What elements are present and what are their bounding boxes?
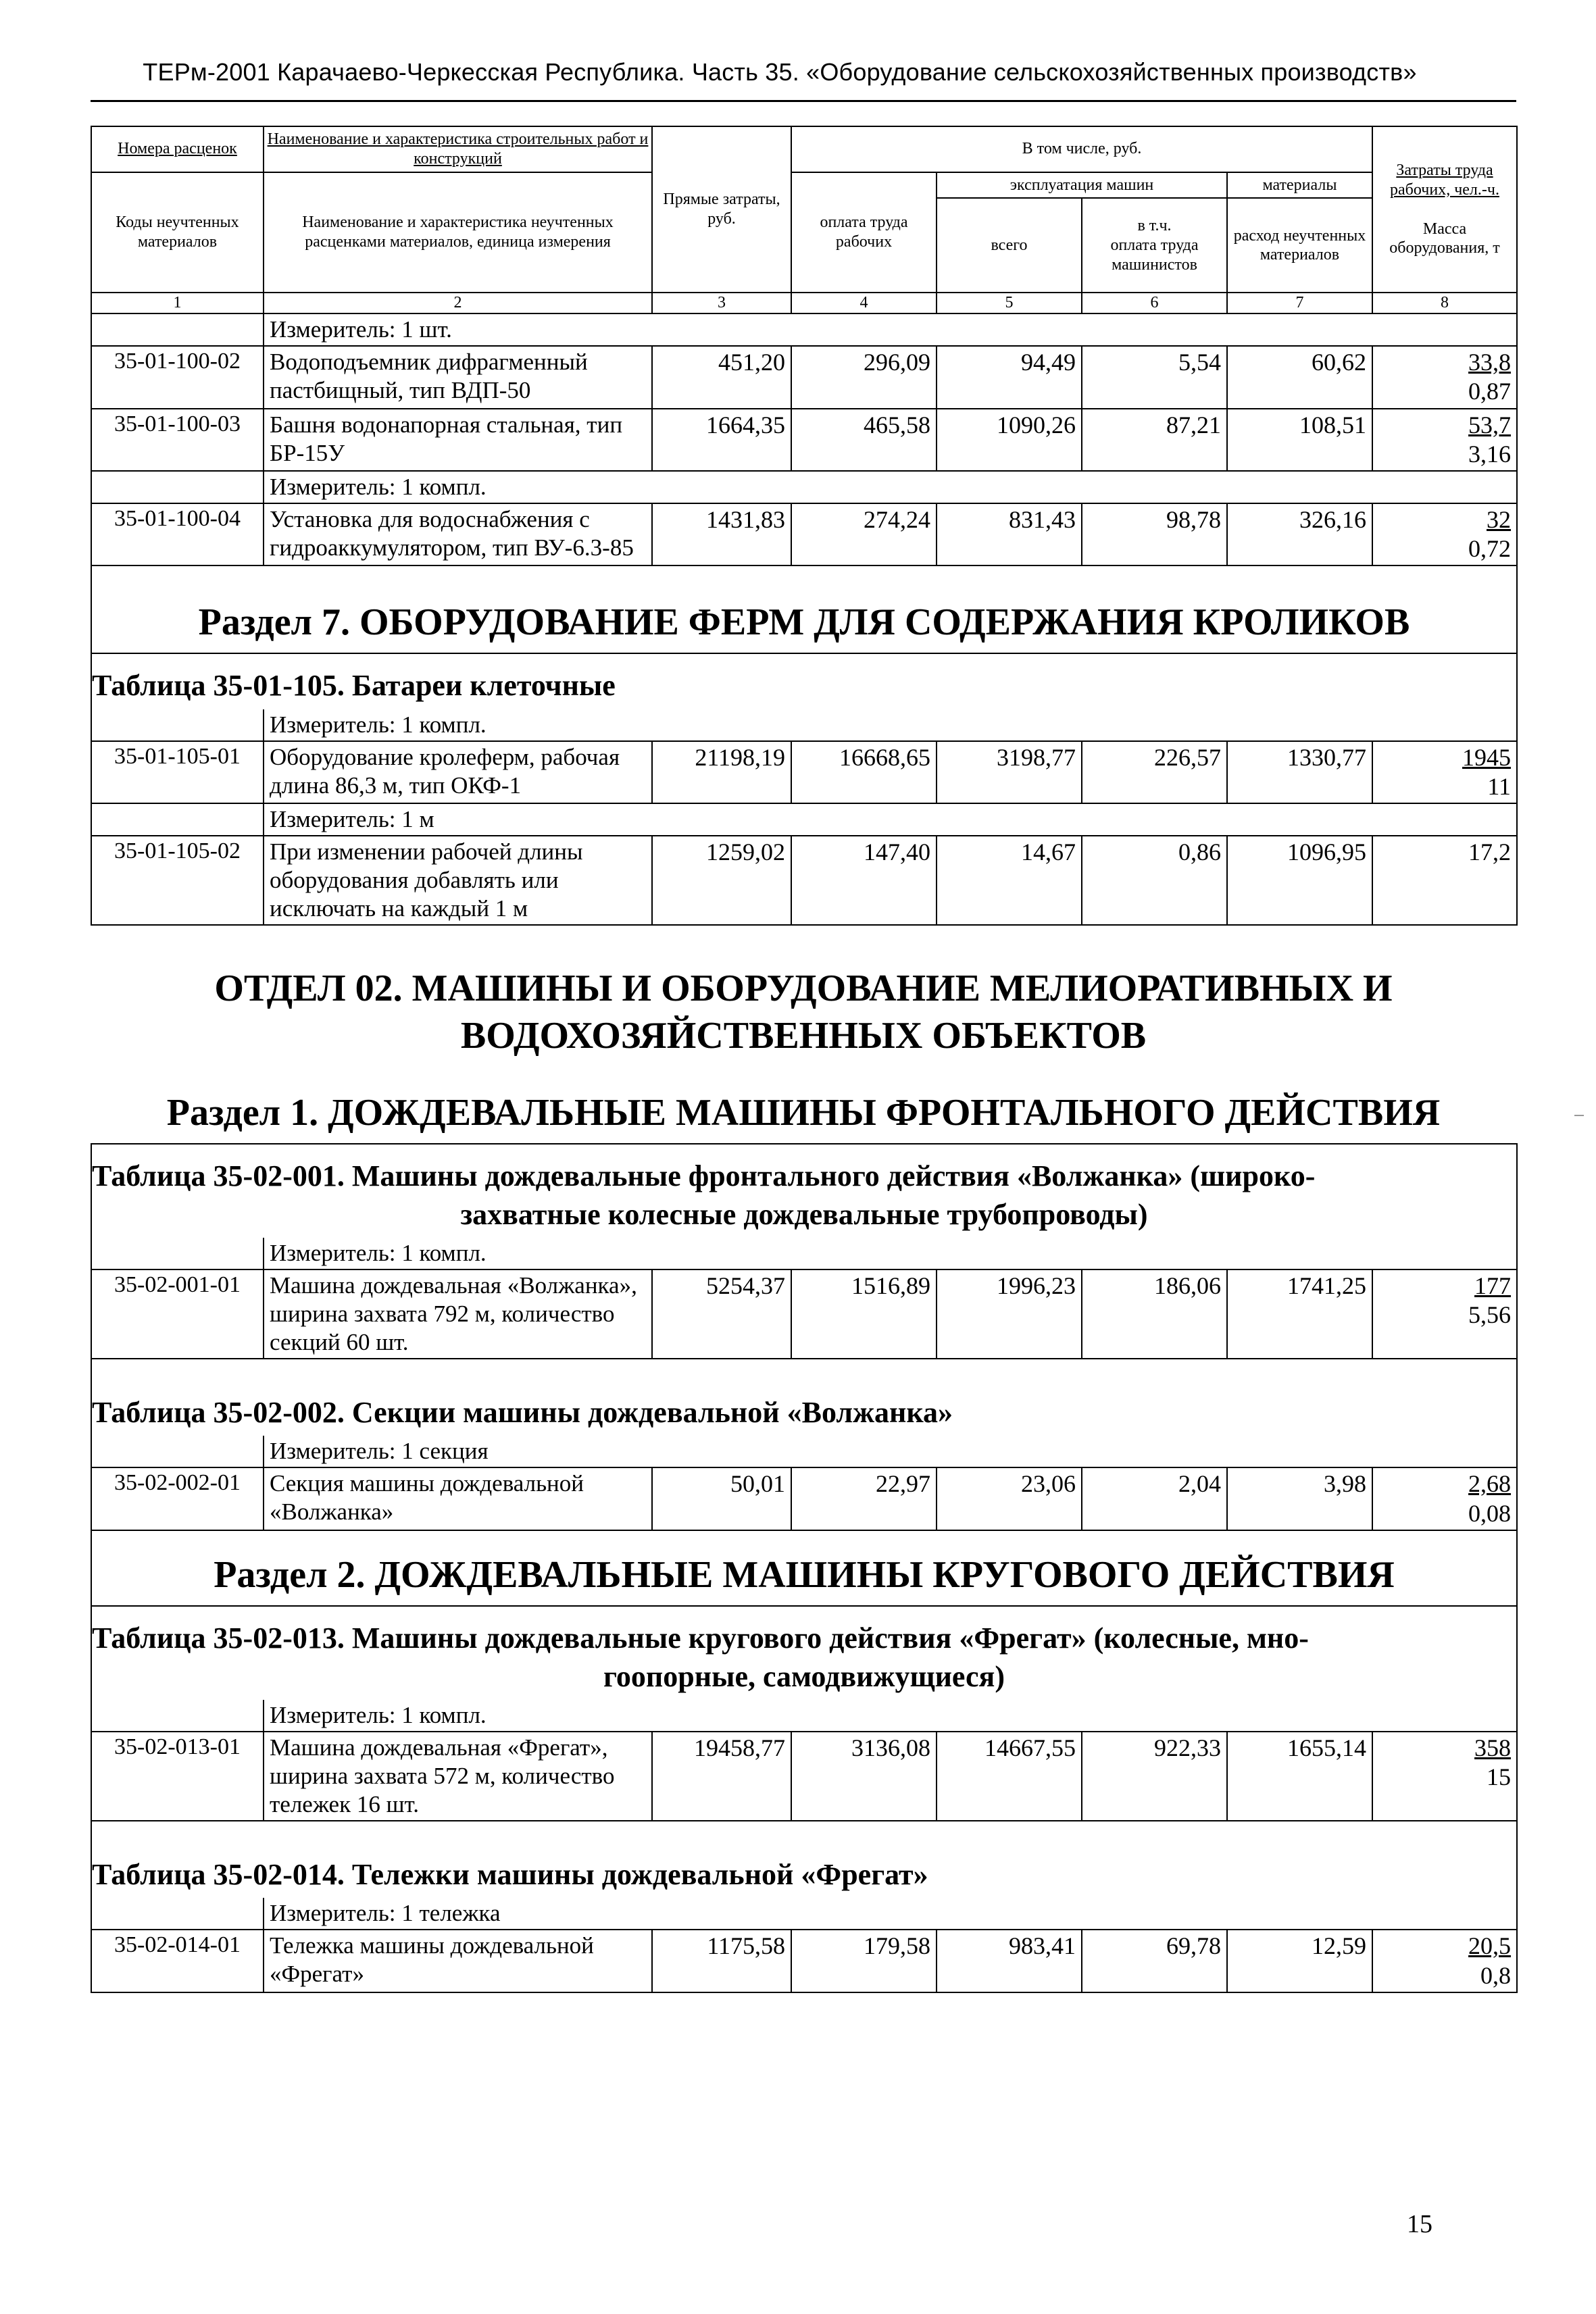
col-num: 2 bbox=[264, 293, 652, 313]
col-num: 4 bbox=[791, 293, 937, 313]
col-head-mach-pay: в т.ч. оплата труда машинистов bbox=[1082, 198, 1227, 293]
col-num: 7 bbox=[1227, 293, 1372, 313]
page-number: 15 bbox=[1407, 2210, 1432, 2238]
table-title: Таблица 35-01-105. Батареи клеточные bbox=[91, 653, 1517, 709]
table-row: 35-02-014-01 Тележка машины дождевальной «Фрегат» 1175,58 179,58 983,41 69,78 12,59 20,5 0,8 bbox=[91, 1930, 1517, 1992]
table-title: Таблица 35-02-002. Секции машины дождевальной «Волжанка» bbox=[91, 1359, 1517, 1436]
table-row: 35-01-105-01 Оборудование кролеферм, рабочая длина 86,3 м, тип ОКФ-1 21198,19 16668,65 3198,77 226,57 1330,77 1945 11 bbox=[91, 741, 1517, 803]
col-head-mach-total: всего bbox=[937, 198, 1082, 293]
table-row: 35-01-105-02 При изменении рабочей длины оборудования добавлять или исключать на каждый 1 м 1259,02 147,40 14,67 0,86 1096,95 17,2 bbox=[91, 836, 1517, 925]
col-num: 5 bbox=[937, 293, 1082, 313]
col-head-materials: материалы bbox=[1227, 172, 1372, 199]
measure-label: Измеритель: 1 компл. bbox=[264, 471, 1517, 503]
measure-label: Измеритель: 1 компл. bbox=[264, 1238, 1517, 1269]
col-head-number: Номера расценок bbox=[91, 126, 264, 172]
table-row: 35-02-013-01 Машина дождевальная «Фрегат», ширина захвата 572 м, количество тележек 16 шт. 19458,77 3136,08 14667,55 922,33 1655,14 358 15 bbox=[91, 1732, 1517, 1821]
col-head-labor-pay: оплата труда рабочих bbox=[791, 172, 937, 293]
measure-label: Измеритель: 1 м bbox=[264, 803, 1517, 836]
col-head-machines: эксплуатация машин bbox=[937, 172, 1227, 199]
col-num: 1 bbox=[91, 293, 264, 313]
table-row: 35-02-002-01 Секция машины дождевальной «Волжанка» 50,01 22,97 23,06 2,04 3,98 2,68 0,08 bbox=[91, 1467, 1517, 1530]
col-head-incl: В том числе, руб. bbox=[791, 126, 1372, 172]
col-num: 6 bbox=[1082, 293, 1227, 313]
department-title: ОТДЕЛ 02. МАШИНЫ И ОБОРУДОВАНИЕ МЕЛИОРАТИВНЫХ И ВОДОХОЗЯЙСТВЕННЫХ ОБЪЕКТОВ bbox=[214, 967, 1393, 1057]
section-title: Раздел 1. ДОЖДЕВАЛЬНЫЕ МАШИНЫ ФРОНТАЛЬНОГО ДЕЙСТВИЯ bbox=[166, 1091, 1441, 1134]
col-head-direct: Прямые затраты, руб. bbox=[652, 126, 791, 293]
measure-label: Измеритель: 1 шт. bbox=[264, 313, 1517, 346]
col-num: 8 bbox=[1372, 293, 1517, 313]
col-num: 3 bbox=[652, 293, 791, 313]
measure-label: Измеритель: 1 компл. bbox=[264, 1700, 1517, 1732]
table-row: 35-01-100-02 Водоподъемник дифрагменный пастбищный, тип ВДП-50 451,20 296,09 94,49 5,54 60,62 33,8 0,87 bbox=[91, 346, 1517, 408]
header-rule bbox=[91, 100, 1516, 102]
table-row: 35-01-100-04 Установка для водоснабжения с гидроаккумулятором, тип ВУ-6.3-85 1431,83 274,24 831,43 98,78 326,16 32 0,72 bbox=[91, 503, 1517, 565]
col-head-materials-use: расход неучтенных материалов bbox=[1227, 198, 1372, 293]
table-row: 35-02-001-01 Машина дождевальная «Волжанка», ширина захвата 792 м, количество секций 60 шт. 5254,37 1516,89 1996,23 186,06 1741,25 177 5,56 bbox=[91, 1269, 1517, 1359]
rates-table bbox=[91, 126, 1518, 926]
measure-label: Измеритель: 1 секция bbox=[264, 1436, 1517, 1467]
measure-label: Измеритель: 1 компл. bbox=[264, 709, 1517, 741]
col-head-materials-name: Наименование и характеристика неучтенных расценками материалов, единица измерения bbox=[264, 172, 652, 293]
page-header: ТЕРм-2001 Карачаево-Черкесская Республика. Часть 35. «Оборудование сельскохозяйственных производств» bbox=[143, 58, 1417, 86]
section-title: Раздел 7. ОБОРУДОВАНИЕ ФЕРМ ДЛЯ СОДЕРЖАНИЯ КРОЛИКОВ bbox=[91, 565, 1517, 653]
measure-label: Измеритель: 1 тележка bbox=[264, 1898, 1517, 1930]
table-title: Таблица 35-02-013. Машины дождевальные кругового действия «Фрегат» (колесные, мно- гоопорные, самодвижущиеся) bbox=[91, 1606, 1517, 1700]
table-title: Таблица 35-02-014. Тележки машины дождевальной «Фрегат» bbox=[91, 1821, 1517, 1898]
col-head-name: Наименование и характеристика строительных работ и конструкций bbox=[264, 126, 652, 172]
document-body bbox=[91, 126, 1516, 1993]
col-head-labor: Затраты труда рабочих, чел.-ч. Масса оборудования, т bbox=[1372, 126, 1517, 293]
table-row: 35-01-100-03 Башня водонапорная стальная, тип БР-15У 1664,35 465,58 1090,26 87,21 108,51 53,7 3,16 bbox=[91, 409, 1517, 471]
scan-mark bbox=[1574, 1115, 1584, 1116]
col-head-codes: Коды неучтенных материалов bbox=[91, 172, 264, 293]
table-title: Таблица 35-02-001. Машины дождевальные фронтального действия «Волжанка» (широко- захватные колесные дождевальные трубопроводы) bbox=[91, 1144, 1517, 1238]
section-title: Раздел 2. ДОЖДЕВАЛЬНЫЕ МАШИНЫ КРУГОВОГО ДЕЙСТВИЯ bbox=[91, 1530, 1517, 1606]
rates-table-2 bbox=[91, 1143, 1518, 1993]
